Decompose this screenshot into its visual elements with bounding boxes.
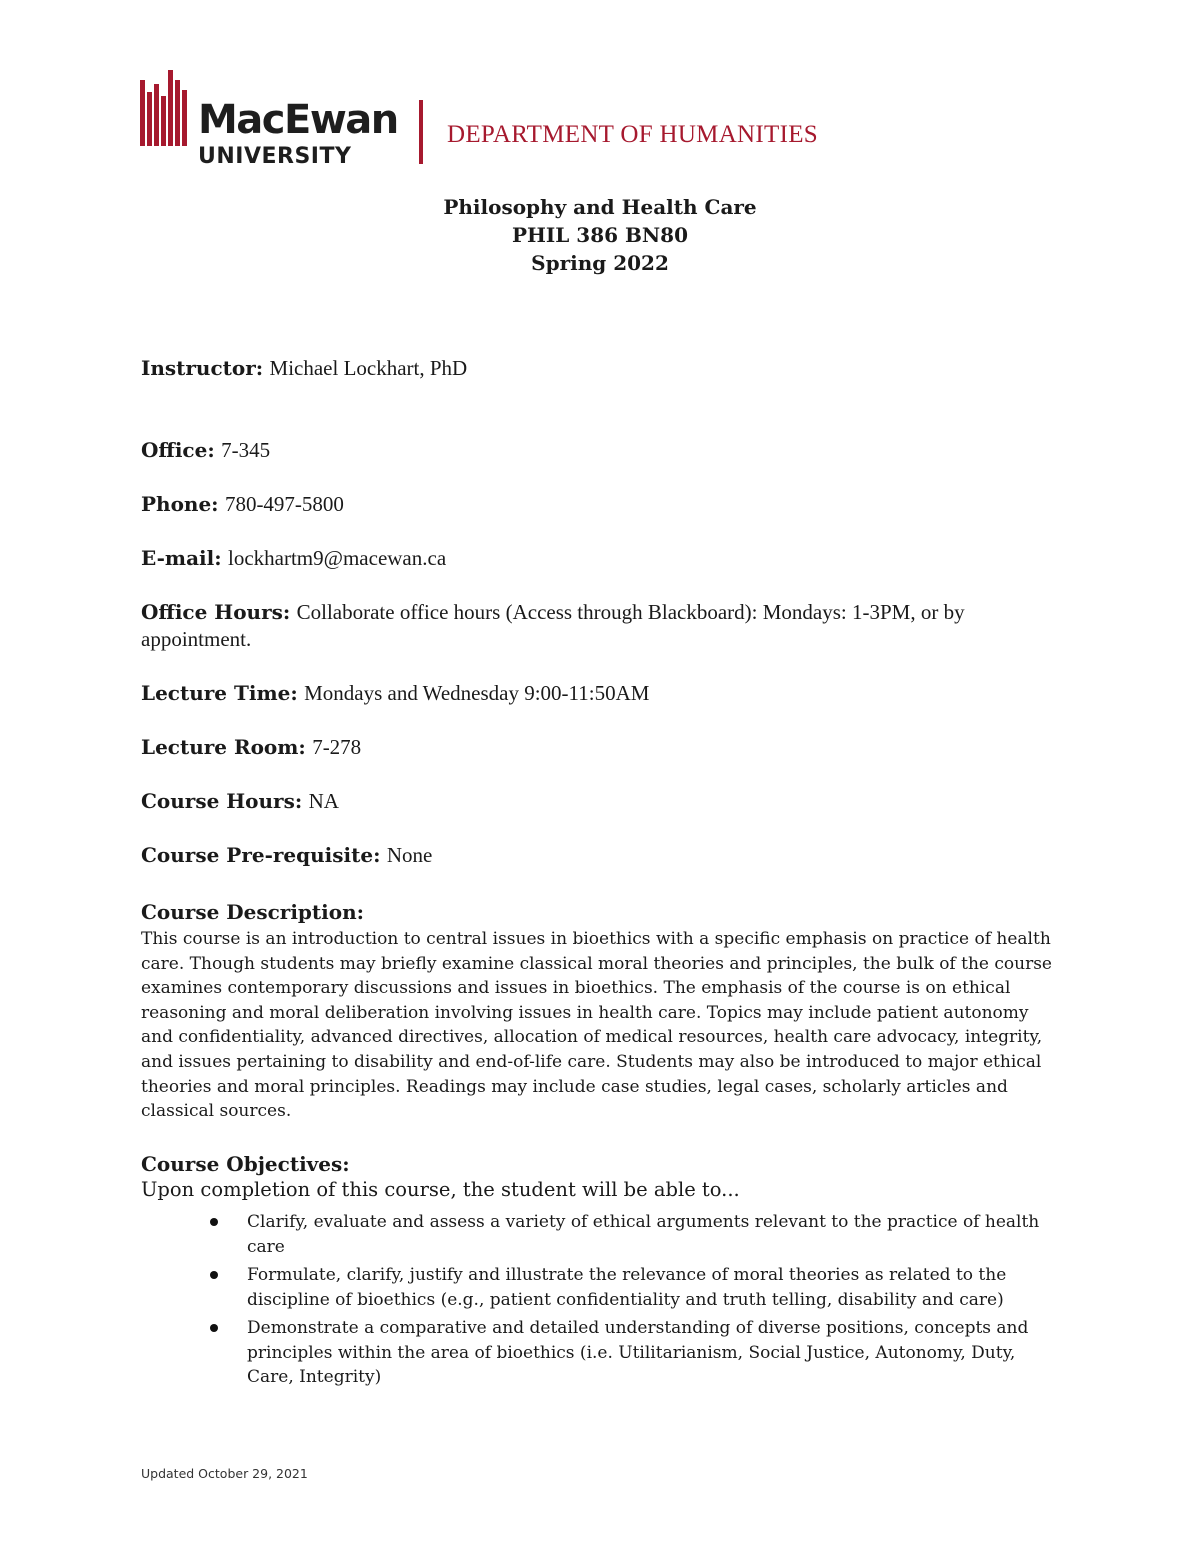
phone-value: 780-497-5800 [224,492,344,516]
objective-text: Demonstrate a comparative and detailed understanding of diverse positions, concepts and principles within the area of bioethics (i.e. Utilitarianism, Social Justice, Autonomy, Duty, Care, Integrity) [247,1318,1029,1387]
phone-label: Phone: [141,492,219,516]
prereq-label: Course Pre-requisite: [141,843,381,867]
list-item [205,1316,1045,1390]
lecture-room-value: 7-278 [312,735,362,759]
bullet-icon [210,1324,218,1332]
lecture-room-field [141,734,1041,761]
macewan-logo-mark-icon [140,70,190,146]
instructor-label: Instructor: [141,356,264,380]
objective-text: Clarify, evaluate and assess a variety of ethical arguments relevant to the practice of health care [247,1212,1040,1257]
logo-subtitle: UNIVERSITY [198,144,352,169]
course-term: Spring 2022 [531,251,669,275]
email-label: E-mail: [141,546,222,570]
macewan-logo [140,70,410,170]
objectives-intro: Upon completion of this course, the student will be able to... [141,1178,740,1201]
list-item [205,1210,1045,1259]
description-heading: Course Description: [141,900,365,924]
office-label: Office: [141,438,215,462]
instructor-field [141,355,1041,382]
office-value: 7-345 [221,438,271,462]
updated-footer: Updated October 29, 2021 [141,1466,308,1481]
bullet-icon [210,1271,218,1279]
email-field [141,545,1041,572]
lecture-time-label: Lecture Time: [141,681,298,705]
logo-wordmark: MacEwan [198,97,398,143]
header-divider [419,100,423,164]
lecture-time-field [141,680,1041,707]
office-hours-label: Office Hours: [141,600,291,624]
course-title-block [0,193,1200,277]
objective-text: Formulate, clarify, justify and illustrate the relevance of moral theories as related to the discipline of bioethics (e.g., patient confidentiality and truth telling, disability and care) [247,1265,1007,1310]
office-field [141,437,1041,464]
course-hours-label: Course Hours: [141,789,303,813]
lecture-time-value: Mondays and Wednesday 9:00-11:50AM [304,681,650,705]
prereq-value: None [386,843,433,867]
objectives-heading: Course Objectives: [141,1152,350,1176]
office-hours-field [141,599,1051,653]
list-item [205,1263,1045,1312]
instructor-value: Michael Lockhart, PhD [269,356,468,380]
lecture-room-label: Lecture Room: [141,735,306,759]
course-title: Philosophy and Health Care [443,195,757,219]
course-hours-field [141,788,1041,815]
office-hours-value: Collaborate office hours (Access through Blackboard): Mondays: 1-3PM, or by appointment. [141,600,965,651]
objectives-list [205,1210,1045,1394]
email-link[interactable]: lockhartm9@macewan.ca [227,546,447,570]
bullet-icon [210,1218,218,1226]
course-code: PHIL 386 BN80 [511,223,689,247]
prereq-field [141,842,1041,869]
description-text: This course is an introduction to central issues in bioethics with a specific emphasis on practice of health care. Though students may briefly examine classical moral theories and principles, the bulk of the course examines contemporary discussions and issues in bioethics. The emphasis of the course is on ethical reasoning and moral deliberation involving issues in health care. Topics may include patient autonomy and confidentiality, advanced directives, allocation of medical resources, health care advocacy, integrity, and issues pertaining to disability and end-of-life care. Students may also be introduced to major ethical theories and moral principles. Readings may include case studies, legal cases, scholarly articles and classical sources. [141,929,1052,1122]
course-hours-value: NA [308,789,339,813]
department-name: DEPARTMENT OF HUMANITIES [447,121,819,148]
phone-field [141,491,1041,518]
